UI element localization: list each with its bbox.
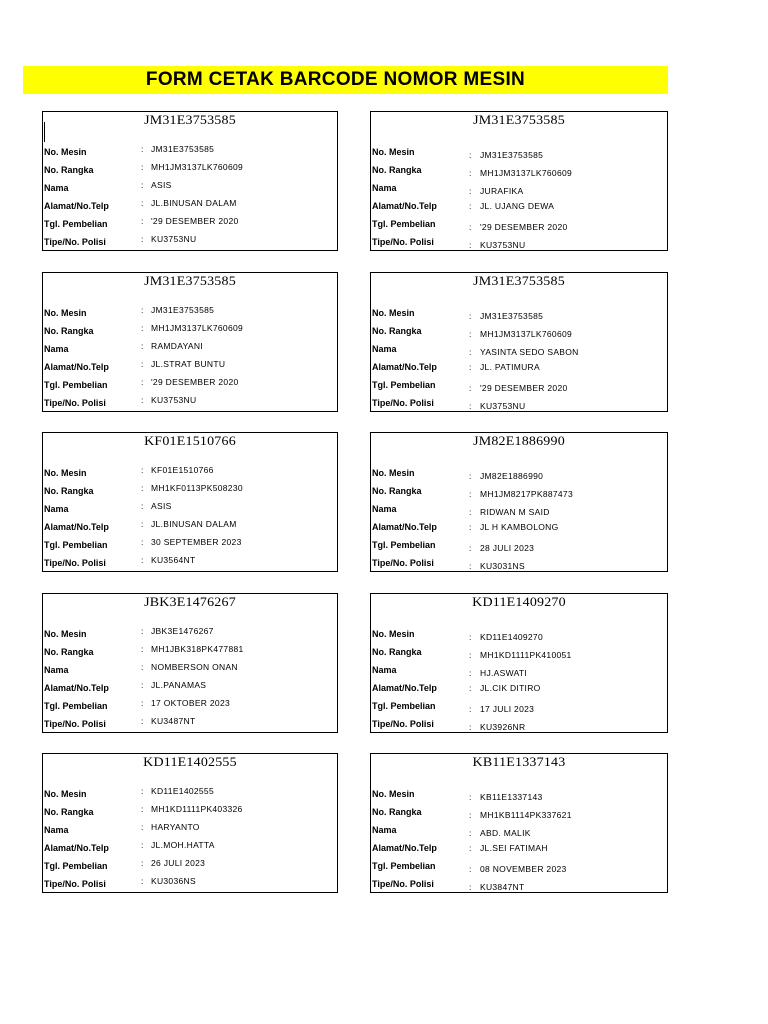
label-tgl: Tgl. Pembelian	[44, 861, 108, 871]
cell-edge-marker	[44, 122, 46, 142]
value-mesin: KB11E1337143	[480, 792, 543, 802]
barcode-number: KD11E1409270	[472, 595, 566, 610]
separator-colon: :	[469, 471, 472, 481]
value-alamat: JL.BINUSAN DALAM	[151, 519, 237, 529]
value-rangka: MH1KB1114PK337621	[480, 810, 572, 820]
separator-colon: :	[141, 519, 144, 529]
value-nama: RIDWAN M SAID	[480, 507, 550, 517]
value-mesin: JM31E3753585	[151, 144, 215, 154]
value-tgl: 28 JULI 2023	[480, 543, 535, 553]
value-nama: ASIS	[151, 501, 172, 511]
label-tgl: Tgl. Pembelian	[372, 219, 436, 229]
separator-colon: :	[141, 786, 144, 796]
label-alamat: Alamat/No.Telp	[44, 683, 109, 693]
value-mesin: JBK3E1476267	[151, 626, 214, 636]
value-nama: ASIS	[151, 180, 172, 190]
separator-colon: :	[469, 828, 472, 838]
label-rangka: No. Rangka	[372, 165, 422, 175]
value-tgl: '29 DESEMBER 2020	[480, 222, 568, 232]
label-tgl: Tgl. Pembelian	[372, 861, 436, 871]
label-mesin: No. Mesin	[44, 468, 87, 478]
label-alamat: Alamat/No.Telp	[44, 201, 109, 211]
value-tgl: '29 DESEMBER 2020	[480, 383, 568, 393]
separator-colon: :	[141, 465, 144, 475]
value-nama: NOMBERSON ONAN	[151, 662, 238, 672]
label-rangka: No. Rangka	[44, 807, 94, 817]
value-tipe: KU3926NR	[480, 722, 526, 732]
barcode-card	[370, 753, 668, 893]
label-nama: Nama	[44, 183, 69, 193]
label-nama: Nama	[372, 183, 397, 193]
value-rangka: MH1KD1111PK410051	[480, 650, 572, 660]
value-mesin: KF01E1510766	[151, 465, 214, 475]
label-rangka: No. Rangka	[44, 326, 94, 336]
value-alamat: JL.MOH.HATTA	[151, 840, 215, 850]
value-alamat: JL. PATIMURA	[480, 362, 540, 372]
label-mesin: No. Mesin	[372, 308, 415, 318]
value-mesin: JM82E1886990	[480, 471, 544, 481]
label-mesin: No. Mesin	[372, 147, 415, 157]
value-tipe: KU3036NS	[151, 876, 196, 886]
barcode-card	[42, 593, 338, 733]
separator-colon: :	[141, 323, 144, 333]
separator-colon: :	[469, 882, 472, 892]
separator-colon: :	[469, 240, 472, 250]
separator-colon: :	[469, 329, 472, 339]
separator-colon: :	[141, 555, 144, 565]
label-alamat: Alamat/No.Telp	[372, 843, 437, 853]
label-mesin: No. Mesin	[44, 789, 87, 799]
label-rangka: No. Rangka	[372, 807, 422, 817]
barcode-card	[42, 432, 338, 572]
value-rangka: MH1JBK318PK477881	[151, 644, 244, 654]
value-tipe: KU3847NT	[480, 882, 525, 892]
label-tgl: Tgl. Pembelian	[372, 701, 436, 711]
title-banner	[23, 66, 668, 94]
label-rangka: No. Rangka	[44, 486, 94, 496]
value-tipe: KU3564NT	[151, 555, 196, 565]
value-nama: YASINTA SEDO SABON	[480, 347, 579, 357]
separator-colon: :	[469, 561, 472, 571]
value-tgl: 08 NOVEMBER 2023	[480, 864, 567, 874]
separator-colon: :	[141, 144, 144, 154]
label-tgl: Tgl. Pembelian	[44, 701, 108, 711]
label-alamat: Alamat/No.Telp	[44, 843, 109, 853]
label-mesin: No. Mesin	[44, 308, 87, 318]
value-alamat: JL.CIK DITIRO	[480, 683, 541, 693]
separator-colon: :	[141, 804, 144, 814]
label-mesin: No. Mesin	[44, 629, 87, 639]
value-nama: ABD. MALIK	[480, 828, 531, 838]
value-nama: HARYANTO	[151, 822, 200, 832]
barcode-number: JBK3E1476267	[144, 595, 236, 610]
separator-colon: :	[469, 543, 472, 553]
label-tipe: Tipe/No. Polisi	[372, 879, 434, 889]
value-rangka: MH1JM3137LK760609	[151, 323, 244, 333]
label-nama: Nama	[372, 665, 397, 675]
separator-colon: :	[469, 792, 472, 802]
barcode-number: JM31E3753585	[144, 113, 236, 128]
separator-colon: :	[141, 876, 144, 886]
label-tgl: Tgl. Pembelian	[44, 540, 108, 550]
separator-colon: :	[469, 632, 472, 642]
separator-colon: :	[469, 507, 472, 517]
separator-colon: :	[141, 377, 144, 387]
label-tipe: Tipe/No. Polisi	[44, 398, 106, 408]
separator-colon: :	[469, 311, 472, 321]
separator-colon: :	[141, 395, 144, 405]
separator-colon: :	[141, 644, 144, 654]
value-tipe: KU3753NU	[480, 240, 526, 250]
separator-colon: :	[141, 822, 144, 832]
value-alamat: JL.STRAT BUNTU	[151, 359, 226, 369]
value-nama: HJ.ASWATI	[480, 668, 528, 678]
label-alamat: Alamat/No.Telp	[372, 201, 437, 211]
separator-colon: :	[469, 401, 472, 411]
page-title: FORM CETAK BARCODE NOMOR MESIN	[145, 69, 526, 90]
separator-colon: :	[141, 662, 144, 672]
label-alamat: Alamat/No.Telp	[372, 362, 437, 372]
separator-colon: :	[469, 362, 472, 372]
value-nama: JURAFIKA	[480, 186, 524, 196]
value-tipe: KU3031NS	[480, 561, 525, 571]
separator-colon: :	[469, 222, 472, 232]
separator-colon: :	[469, 186, 472, 196]
label-rangka: No. Rangka	[372, 486, 422, 496]
label-nama: Nama	[372, 504, 397, 514]
value-alamat: JL H KAMBOLONG	[480, 522, 559, 532]
label-mesin: No. Mesin	[372, 629, 415, 639]
value-rangka: MH1KF0113PK508230	[151, 483, 243, 493]
label-tipe: Tipe/No. Polisi	[44, 879, 106, 889]
label-tgl: Tgl. Pembelian	[44, 219, 108, 229]
separator-colon: :	[469, 383, 472, 393]
barcode-number: KF01E1510766	[144, 434, 236, 449]
value-tgl: '29 DESEMBER 2020	[151, 216, 239, 226]
value-rangka: MH1JM3137LK760609	[151, 162, 244, 172]
label-nama: Nama	[44, 504, 69, 514]
value-tipe: KU3487NT	[151, 716, 196, 726]
separator-colon: :	[469, 489, 472, 499]
value-mesin: KD11E1402555	[151, 786, 214, 796]
label-nama: Nama	[44, 825, 69, 835]
separator-colon: :	[141, 341, 144, 351]
label-rangka: No. Rangka	[44, 647, 94, 657]
value-rangka: MH1JM8217PK887473	[480, 489, 573, 499]
separator-colon: :	[141, 234, 144, 244]
separator-colon: :	[141, 698, 144, 708]
separator-colon: :	[141, 501, 144, 511]
label-rangka: No. Rangka	[44, 165, 94, 175]
value-mesin: JM31E3753585	[151, 305, 215, 315]
value-alamat: JL.SEI FATIMAH	[480, 843, 548, 853]
label-mesin: No. Mesin	[44, 147, 87, 157]
separator-colon: :	[141, 216, 144, 226]
label-tipe: Tipe/No. Polisi	[372, 398, 434, 408]
barcode-number: JM82E1886990	[473, 434, 565, 449]
separator-colon: :	[141, 198, 144, 208]
label-nama: Nama	[44, 665, 69, 675]
value-mesin: JM31E3753585	[480, 150, 544, 160]
barcode-card	[370, 593, 668, 733]
value-alamat: JL.PANAMAS	[151, 680, 207, 690]
label-alamat: Alamat/No.Telp	[372, 683, 437, 693]
value-tgl: 17 JULI 2023	[480, 704, 535, 714]
separator-colon: :	[469, 843, 472, 853]
label-tipe: Tipe/No. Polisi	[372, 558, 434, 568]
value-tipe: KU3753NU	[151, 234, 197, 244]
label-rangka: No. Rangka	[372, 647, 422, 657]
barcode-number: JM31E3753585	[473, 274, 565, 289]
value-rangka: MH1JM3137LK760609	[480, 168, 573, 178]
separator-colon: :	[469, 168, 472, 178]
label-tgl: Tgl. Pembelian	[372, 380, 436, 390]
separator-colon: :	[469, 864, 472, 874]
separator-colon: :	[141, 858, 144, 868]
label-tipe: Tipe/No. Polisi	[44, 719, 106, 729]
separator-colon: :	[141, 180, 144, 190]
separator-colon: :	[141, 537, 144, 547]
barcode-card	[370, 432, 668, 572]
barcode-number: JM31E3753585	[473, 113, 565, 128]
separator-colon: :	[141, 680, 144, 690]
label-tipe: Tipe/No. Polisi	[372, 719, 434, 729]
separator-colon: :	[469, 810, 472, 820]
label-nama: Nama	[44, 344, 69, 354]
label-tipe: Tipe/No. Polisi	[372, 237, 434, 247]
label-alamat: Alamat/No.Telp	[44, 362, 109, 372]
separator-colon: :	[469, 150, 472, 160]
label-nama: Nama	[372, 344, 397, 354]
separator-colon: :	[469, 650, 472, 660]
barcode-number: KD11E1402555	[143, 755, 237, 770]
value-tgl: 26 JULI 2023	[151, 858, 206, 868]
separator-colon: :	[141, 162, 144, 172]
label-mesin: No. Mesin	[372, 789, 415, 799]
separator-colon: :	[141, 840, 144, 850]
separator-colon: :	[469, 668, 472, 678]
barcode-card	[42, 111, 338, 251]
barcode-number: KB11E1337143	[472, 755, 566, 770]
barcode-card	[370, 272, 668, 412]
value-tgl: 30 SEPTEMBER 2023	[151, 537, 242, 547]
label-tipe: Tipe/No. Polisi	[44, 558, 106, 568]
barcode-card	[370, 111, 668, 251]
label-alamat: Alamat/No.Telp	[372, 522, 437, 532]
value-rangka: MH1KD1111PK403326	[151, 804, 243, 814]
barcode-card	[42, 272, 338, 412]
separator-colon: :	[469, 722, 472, 732]
label-alamat: Alamat/No.Telp	[44, 522, 109, 532]
separator-colon: :	[469, 201, 472, 211]
label-tgl: Tgl. Pembelian	[372, 540, 436, 550]
separator-colon: :	[469, 522, 472, 532]
separator-colon: :	[141, 716, 144, 726]
value-tipe: KU3753NU	[151, 395, 197, 405]
label-mesin: No. Mesin	[372, 468, 415, 478]
separator-colon: :	[141, 359, 144, 369]
value-tgl: 17 OKTOBER 2023	[151, 698, 230, 708]
value-mesin: JM31E3753585	[480, 311, 544, 321]
value-nama: RAMDAYANI	[151, 341, 203, 351]
barcode-number: JM31E3753585	[144, 274, 236, 289]
separator-colon: :	[141, 626, 144, 636]
separator-colon: :	[141, 483, 144, 493]
separator-colon: :	[469, 704, 472, 714]
label-tipe: Tipe/No. Polisi	[44, 237, 106, 247]
value-alamat: JL.BINUSAN DALAM	[151, 198, 237, 208]
separator-colon: :	[141, 305, 144, 315]
label-nama: Nama	[372, 825, 397, 835]
separator-colon: :	[469, 683, 472, 693]
value-tipe: KU3753NU	[480, 401, 526, 411]
label-tgl: Tgl. Pembelian	[44, 380, 108, 390]
value-alamat: JL. UJANG DEWA	[480, 201, 555, 211]
value-tgl: '29 DESEMBER 2020	[151, 377, 239, 387]
barcode-card	[42, 753, 338, 893]
value-rangka: MH1JM3137LK760609	[480, 329, 573, 339]
value-mesin: KD11E1409270	[480, 632, 543, 642]
separator-colon: :	[469, 347, 472, 357]
label-rangka: No. Rangka	[372, 326, 422, 336]
